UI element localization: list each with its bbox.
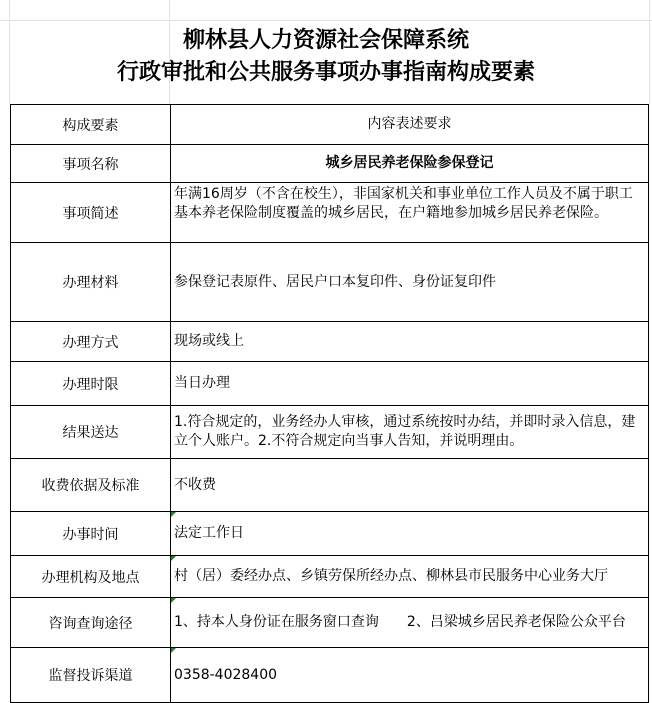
row-key-cell[interactable]: 办理时限 bbox=[11, 362, 171, 406]
table-row bbox=[11, 183, 649, 243]
table-row bbox=[11, 406, 649, 459]
row-value-cell[interactable]: 年满16周岁（不含在校生），非国家机关和事业单位工作人员及不属于职工基本养老保险制度覆盖的城乡居民，在户籍地参加城乡居民养老保险。 bbox=[171, 183, 649, 243]
table-row bbox=[11, 362, 649, 406]
row-key-cell[interactable]: 办事时间 bbox=[11, 512, 171, 556]
row-value-text: 0358-4028400 bbox=[174, 666, 278, 683]
header-key-cell[interactable]: 构成要素 bbox=[11, 105, 171, 145]
row-value-cell[interactable] bbox=[171, 512, 649, 556]
table-row bbox=[11, 145, 649, 183]
row-value-text: 村（居）委经办点、乡镇劳保所经办点、柳林县市民服务中心业务大厅 bbox=[174, 568, 608, 584]
row-key-cell[interactable]: 办理方式 bbox=[11, 322, 171, 362]
cell-comment-flag-icon bbox=[171, 556, 176, 561]
table-row bbox=[11, 512, 649, 556]
table-header-row bbox=[11, 105, 649, 145]
table-row bbox=[11, 598, 649, 648]
header-value-cell[interactable]: 内容表述要求 bbox=[171, 105, 649, 145]
row-key-cell[interactable]: 结果送达 bbox=[11, 406, 171, 459]
cell-comment-flag-icon bbox=[171, 598, 176, 603]
row-key-cell[interactable]: 咨询查询途径 bbox=[11, 598, 171, 648]
guide-table bbox=[10, 104, 649, 703]
title-line-2: 行政审批和公共服务事项办事指南构成要素 bbox=[116, 60, 535, 85]
row-value-cell[interactable] bbox=[171, 648, 649, 703]
row-value-cell[interactable] bbox=[171, 598, 649, 648]
row-value-cell[interactable]: 参保登记表原件、居民户口本复印件、身份证复印件 bbox=[171, 243, 649, 322]
table-row bbox=[11, 648, 649, 703]
row-value-cell[interactable]: 现场或线上 bbox=[171, 322, 649, 362]
row-value-cell[interactable]: 当日办理 bbox=[171, 362, 649, 406]
table-row bbox=[11, 556, 649, 598]
row-key-cell[interactable]: 事项名称 bbox=[11, 145, 171, 183]
document-title bbox=[0, 0, 652, 104]
row-key-cell[interactable]: 事项简述 bbox=[11, 183, 171, 243]
row-value-text: 1、持本人身份证在服务窗口查询 2、吕梁城乡居民养老保险公众平台 bbox=[174, 614, 626, 630]
row-key-cell[interactable]: 办理材料 bbox=[11, 243, 171, 322]
row-value-text: 法定工作日 bbox=[174, 525, 244, 541]
row-value-cell[interactable] bbox=[171, 556, 649, 598]
row-key-cell[interactable]: 办理机构及地点 bbox=[11, 556, 171, 598]
table-row bbox=[11, 243, 649, 322]
cell-comment-flag-icon bbox=[171, 648, 176, 653]
row-key-cell[interactable]: 监督投诉渠道 bbox=[11, 648, 171, 703]
row-value-cell[interactable]: 不收费 bbox=[171, 459, 649, 512]
cell-comment-flag-icon bbox=[171, 512, 176, 517]
row-value-cell[interactable]: 城乡居民养老保险参保登记 bbox=[171, 145, 649, 183]
table-row bbox=[11, 322, 649, 362]
table-row bbox=[11, 459, 649, 512]
row-value-cell[interactable]: 1.符合规定的，业务经办人审核，通过系统按时办结，并即时录入信息，建立个人账户。2.不符合规定向当事人告知，并说明理由。 bbox=[171, 406, 649, 459]
title-line-1: 柳林县人力资源社会保障系统 bbox=[182, 28, 469, 53]
row-key-cell[interactable]: 收费依据及标准 bbox=[11, 459, 171, 512]
